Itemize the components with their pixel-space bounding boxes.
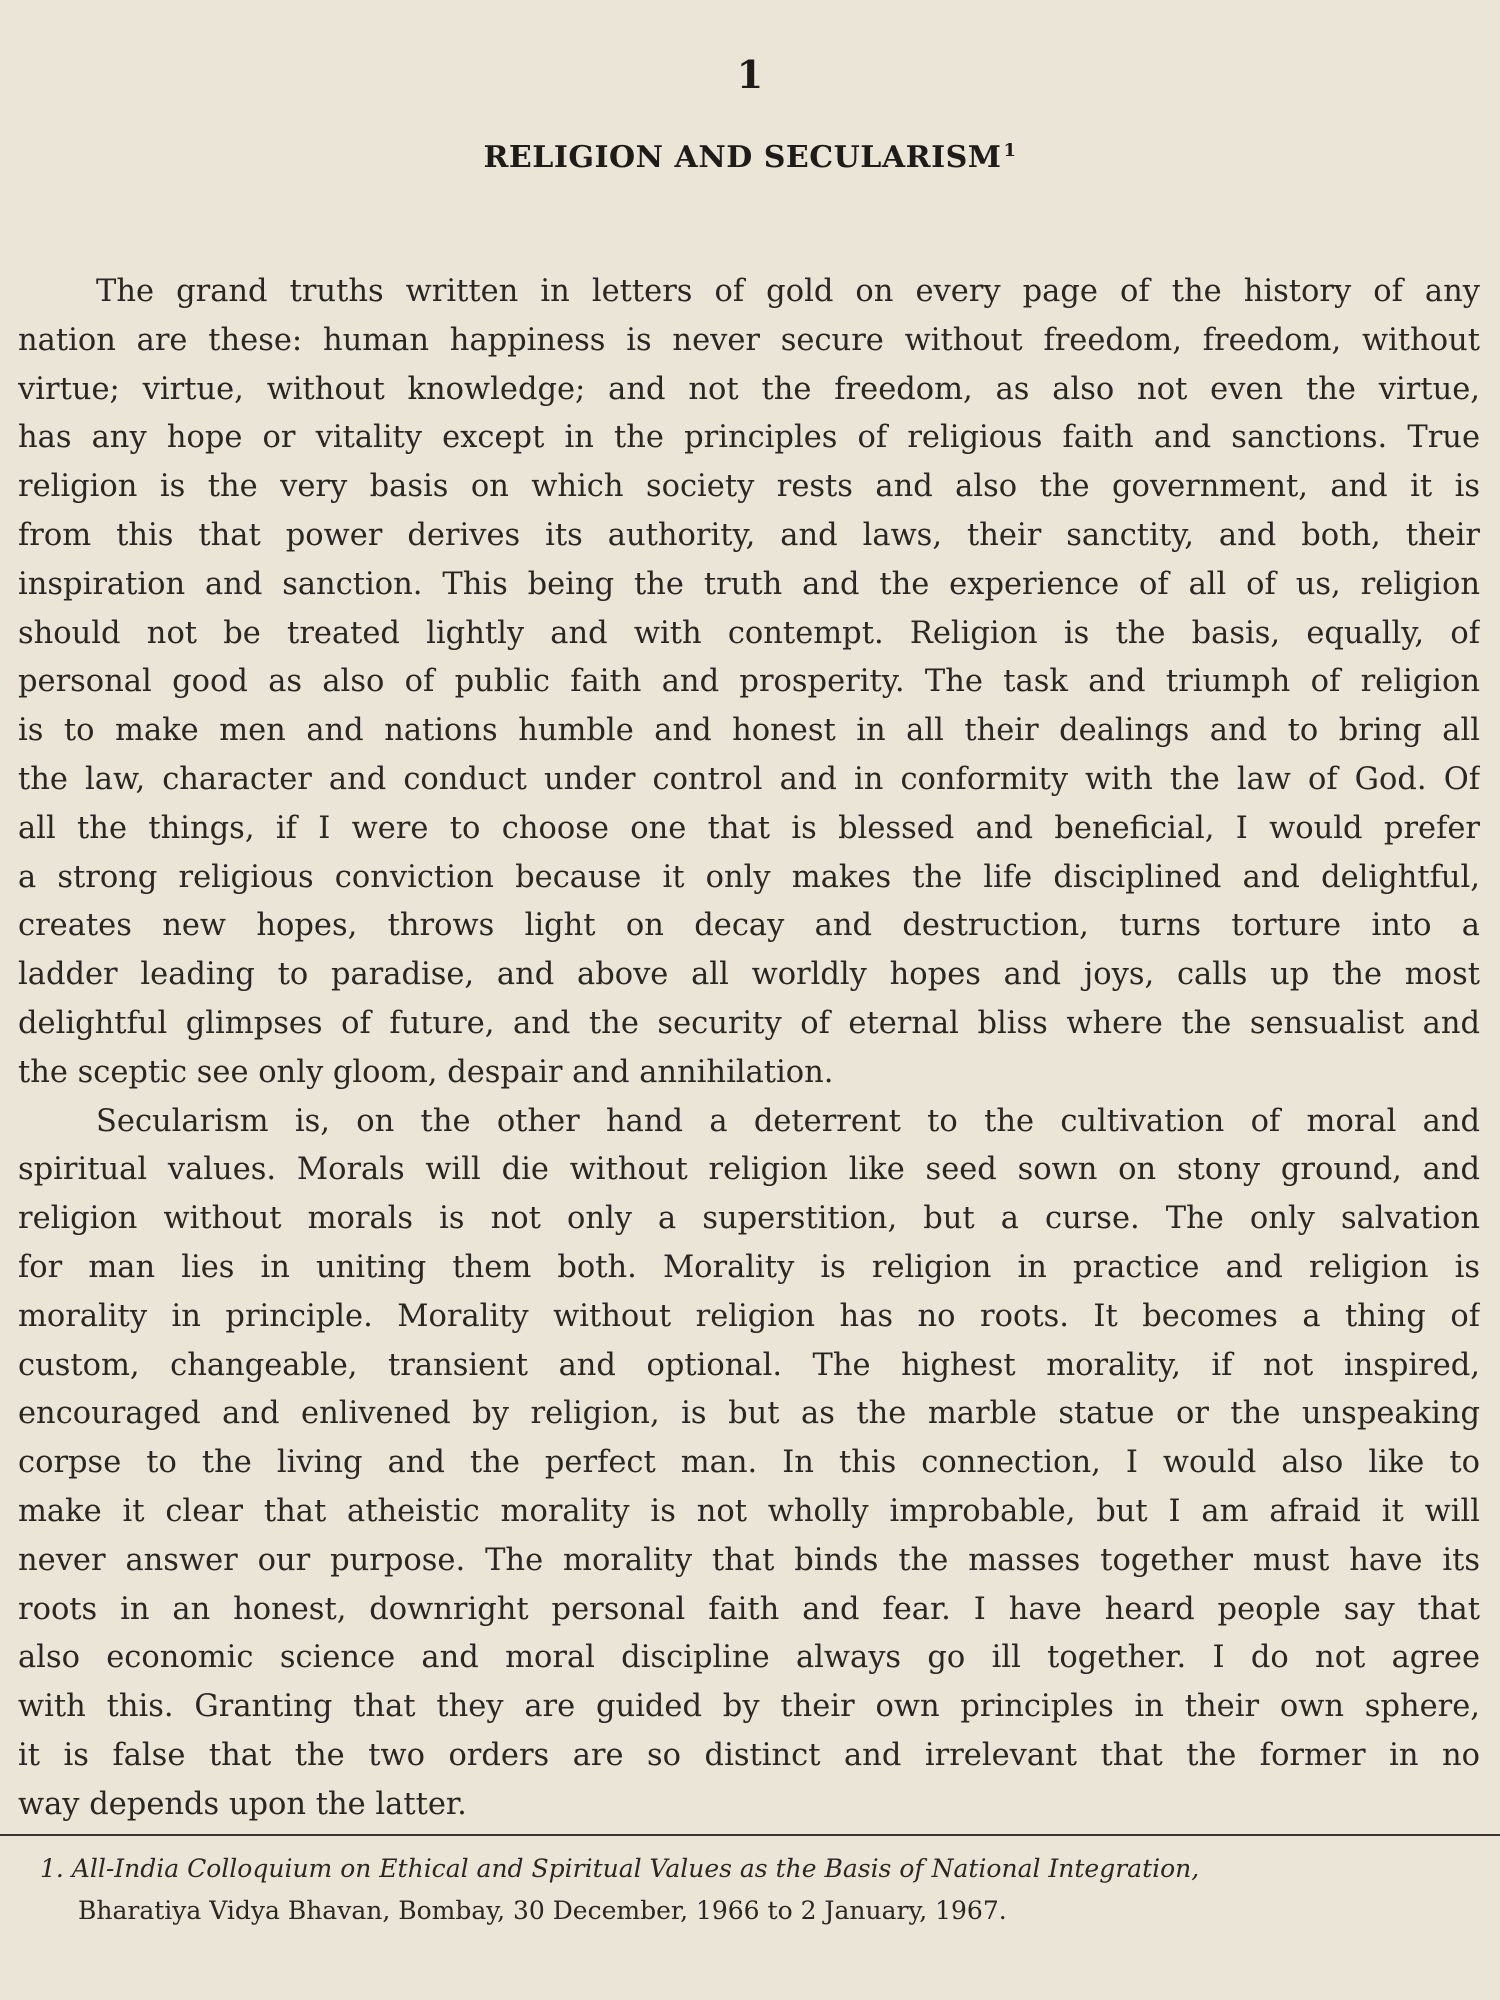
chapter-title bbox=[0, 140, 1500, 175]
text-line: is to make men and nations humble and honest in all their dealings and to bring all bbox=[18, 713, 1480, 749]
text-line: religion is the very basis on which society rests and also the government, and it is bbox=[18, 469, 1480, 505]
text-line: custom, changeable, transient and optional. The highest morality, if not inspired, bbox=[18, 1347, 1480, 1383]
text-line: the sceptic see only gloom, despair and annihilation. bbox=[18, 1054, 834, 1090]
text-line: has any hope or vitality except in the principles of religious faith and sanctions. True bbox=[18, 420, 1480, 456]
text-line: make it clear that atheistic morality is not wholly improbable, but I am afraid it will bbox=[18, 1493, 1480, 1529]
text-line: also economic science and moral discipline always go ill together. I do not agree bbox=[18, 1640, 1480, 1676]
text-line: all the things, if I were to choose one that is blessed and beneficial, I would prefer bbox=[18, 810, 1480, 846]
text-line: Secularism is, on the other hand a deterrent to the cultivation of moral and bbox=[96, 1103, 1480, 1139]
text-line: with this. Granting that they are guided by their own principles in their own sphere, bbox=[18, 1689, 1480, 1725]
paragraph-1 bbox=[18, 268, 1480, 1098]
footnote bbox=[40, 1848, 1460, 1932]
text-line: morality in principle. Morality without religion has no roots. It becomes a thing of bbox=[18, 1298, 1480, 1334]
body-text bbox=[18, 268, 1480, 1830]
text-line: way depends upon the latter. bbox=[18, 1786, 467, 1822]
text-line: it is false that the two orders are so distinct and irrelevant that the former in no bbox=[18, 1737, 1480, 1773]
chapter-number: 1 bbox=[736, 52, 764, 97]
footnote-reference[interactable]: 1 bbox=[1003, 140, 1017, 161]
text-line: never answer our purpose. The morality that binds the masses together must have its bbox=[18, 1542, 1480, 1578]
text-line: corpse to the living and the perfect man. In this connection, I would also like to bbox=[18, 1445, 1480, 1481]
chapter-title-text: RELIGION AND SECULARISM bbox=[483, 140, 1002, 175]
text-line: the law, character and conduct under control and in conformity with the law of God. Of bbox=[18, 761, 1480, 797]
text-line: should not be treated lightly and with contempt. Religion is the basis, equally, of bbox=[18, 615, 1480, 651]
text-line: delightful glimpses of future, and the security of eternal bliss where the sensualist and bbox=[18, 1005, 1480, 1041]
text-line: creates new hopes, throws light on decay and destruction, turns torture into a bbox=[18, 908, 1480, 944]
footnote-line: 1. All-India Colloquium on Ethical and Spiritual Values as the Basis of National Integration, bbox=[40, 1854, 1200, 1883]
text-line: nation are these: human happiness is never secure without freedom, freedom, without bbox=[18, 322, 1480, 358]
text-line: inspiration and sanction. This being the truth and the experience of all of us, religion bbox=[18, 566, 1480, 602]
text-line: ladder leading to paradise, and above all worldly hopes and joys, calls up the most bbox=[18, 957, 1480, 993]
text-line: The grand truths written in letters of gold on every page of the history of any bbox=[96, 274, 1480, 309]
text-line: personal good as also of public faith and prosperity. The task and triumph of religion bbox=[18, 664, 1480, 700]
paragraph-2 bbox=[18, 1098, 1480, 1830]
text-line: virtue; virtue, without knowledge; and not the freedom, as also not even the virtue, bbox=[18, 371, 1480, 407]
text-line: a strong religious conviction because it only makes the life disciplined and delightful, bbox=[18, 859, 1480, 895]
footnote-line: Bharatiya Vidya Bhavan, Bombay, 30 December, 1966 to 2 January, 1967. bbox=[78, 1896, 1007, 1925]
text-line: for man lies in uniting them both. Morality is religion in practice and religion is bbox=[18, 1249, 1480, 1285]
text-line: roots in an honest, downright personal faith and fear. I have heard people say that bbox=[18, 1591, 1480, 1627]
text-line: from this that power derives its authority, and laws, their sanctity, and both, their bbox=[18, 517, 1480, 553]
text-line: religion without morals is not only a superstition, but a curse. The only salvation bbox=[18, 1201, 1480, 1237]
footnote-divider bbox=[0, 1834, 1500, 1836]
text-line: encouraged and enlivened by religion, is but as the marble statue or the unspeaking bbox=[18, 1396, 1480, 1432]
text-line: spiritual values. Morals will die without religion like seed sown on stony ground, and bbox=[18, 1152, 1480, 1188]
